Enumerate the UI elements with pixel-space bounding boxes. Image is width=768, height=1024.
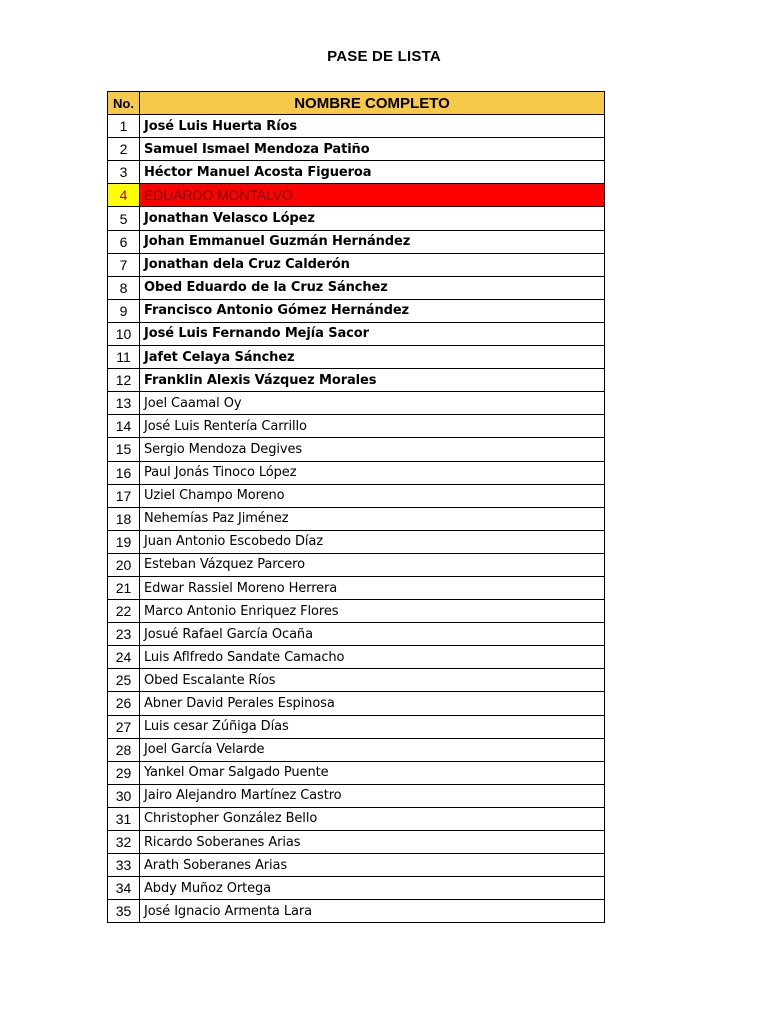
table-row xyxy=(108,461,605,484)
row-number: 34 xyxy=(108,877,140,900)
student-name: Héctor Manuel Acosta Figueroa xyxy=(140,161,605,184)
row-number: 9 xyxy=(108,299,140,322)
table-row xyxy=(108,576,605,599)
table-row xyxy=(108,276,605,299)
student-name: Yankel Omar Salgado Puente xyxy=(140,761,605,784)
student-name: Jonathan dela Cruz Calderón xyxy=(140,253,605,276)
table-row xyxy=(108,369,605,392)
table-row xyxy=(108,438,605,461)
table-row xyxy=(108,831,605,854)
table-row xyxy=(108,784,605,807)
row-number: 22 xyxy=(108,600,140,623)
row-number: 29 xyxy=(108,761,140,784)
student-name: Sergio Mendoza Degives xyxy=(140,438,605,461)
row-number: 32 xyxy=(108,831,140,854)
table-row xyxy=(108,877,605,900)
student-name: Obed Escalante Ríos xyxy=(140,669,605,692)
student-name: Ricardo Soberanes Arias xyxy=(140,831,605,854)
student-name: Christopher González Bello xyxy=(140,807,605,830)
row-number: 5 xyxy=(108,207,140,230)
roster-body xyxy=(108,115,605,923)
table-row xyxy=(108,646,605,669)
row-number: 27 xyxy=(108,715,140,738)
student-name: José Ignacio Armenta Lara xyxy=(140,900,605,923)
row-number: 17 xyxy=(108,484,140,507)
row-number: 26 xyxy=(108,692,140,715)
student-name: José Luis Rentería Carrillo xyxy=(140,415,605,438)
row-number: 13 xyxy=(108,392,140,415)
table-row xyxy=(108,322,605,345)
row-number: 15 xyxy=(108,438,140,461)
student-name: Marco Antonio Enriquez Flores xyxy=(140,600,605,623)
table-row xyxy=(108,507,605,530)
table-row xyxy=(108,299,605,322)
table-row xyxy=(108,553,605,576)
table-row xyxy=(108,346,605,369)
student-name: Joel García Velarde xyxy=(140,738,605,761)
table-row xyxy=(108,900,605,923)
row-number: 2 xyxy=(108,138,140,161)
student-name: Obed Eduardo de la Cruz Sánchez xyxy=(140,276,605,299)
table-row xyxy=(108,415,605,438)
table-row xyxy=(108,115,605,138)
row-number: 35 xyxy=(108,900,140,923)
student-name: Luis Aflfredo Sandate Camacho xyxy=(140,646,605,669)
student-name: Edwar Rassiel Moreno Herrera xyxy=(140,576,605,599)
student-name: Arath Soberanes Arias xyxy=(140,854,605,877)
row-number: 31 xyxy=(108,807,140,830)
row-number: 10 xyxy=(108,322,140,345)
row-number: 8 xyxy=(108,276,140,299)
table-row xyxy=(108,600,605,623)
table-row xyxy=(108,623,605,646)
student-name: Jonathan Velasco López xyxy=(140,207,605,230)
table-row xyxy=(108,692,605,715)
student-name: Esteban Vázquez Parcero xyxy=(140,553,605,576)
row-number: 7 xyxy=(108,253,140,276)
row-number: 25 xyxy=(108,669,140,692)
row-number: 20 xyxy=(108,553,140,576)
row-number: 1 xyxy=(108,115,140,138)
student-name: José Luis Huerta Ríos xyxy=(140,115,605,138)
student-name: Juan Antonio Escobedo Díaz xyxy=(140,530,605,553)
row-number: 18 xyxy=(108,507,140,530)
row-number: 11 xyxy=(108,346,140,369)
table-row xyxy=(108,715,605,738)
student-name: Abner David Perales Espinosa xyxy=(140,692,605,715)
student-name: Abdy Muñoz Ortega xyxy=(140,877,605,900)
table-row xyxy=(108,669,605,692)
student-name: Uziel Champo Moreno xyxy=(140,484,605,507)
row-number: 16 xyxy=(108,461,140,484)
table-row xyxy=(108,484,605,507)
student-name: José Luis Fernando Mejía Sacor xyxy=(140,322,605,345)
row-number: 14 xyxy=(108,415,140,438)
table-header-row xyxy=(108,92,605,115)
roster-table xyxy=(107,91,605,923)
row-number: 28 xyxy=(108,738,140,761)
table-row xyxy=(108,207,605,230)
row-number: 24 xyxy=(108,646,140,669)
table-row xyxy=(108,738,605,761)
table-row xyxy=(108,161,605,184)
row-number: 3 xyxy=(108,161,140,184)
table-row xyxy=(108,807,605,830)
row-number: 21 xyxy=(108,576,140,599)
student-name: Nehemías Paz Jiménez xyxy=(140,507,605,530)
row-number: 30 xyxy=(108,784,140,807)
row-number: 6 xyxy=(108,230,140,253)
row-number: 19 xyxy=(108,530,140,553)
student-name: Franklin Alexis Vázquez Morales xyxy=(140,369,605,392)
student-name: Jafet Celaya Sánchez xyxy=(140,346,605,369)
column-header-number: No. xyxy=(108,92,140,115)
table-row xyxy=(108,253,605,276)
table-row xyxy=(108,392,605,415)
column-header-name: NOMBRE COMPLETO xyxy=(140,92,605,115)
row-number: 4 xyxy=(108,184,140,207)
student-name: Johan Emmanuel Guzmán Hernández xyxy=(140,230,605,253)
student-name: Paul Jonás Tinoco López xyxy=(140,461,605,484)
student-name: Samuel Ismael Mendoza Patiño xyxy=(140,138,605,161)
row-number: 33 xyxy=(108,854,140,877)
student-name: Jairo Alejandro Martínez Castro xyxy=(140,784,605,807)
table-row xyxy=(108,530,605,553)
student-name: Josué Rafael García Ocaña xyxy=(140,623,605,646)
table-row xyxy=(108,761,605,784)
student-name: EDUARDO MONTALVO xyxy=(140,184,605,207)
page-title: PASE DE LISTA xyxy=(327,48,441,65)
table-row xyxy=(108,184,605,207)
row-number: 12 xyxy=(108,369,140,392)
student-name: Francisco Antonio Gómez Hernández xyxy=(140,299,605,322)
student-name: Joel Caamal Oy xyxy=(140,392,605,415)
student-name: Luis cesar Zúñiga Días xyxy=(140,715,605,738)
row-number: 23 xyxy=(108,623,140,646)
table-row xyxy=(108,138,605,161)
table-row xyxy=(108,854,605,877)
table-row xyxy=(108,230,605,253)
